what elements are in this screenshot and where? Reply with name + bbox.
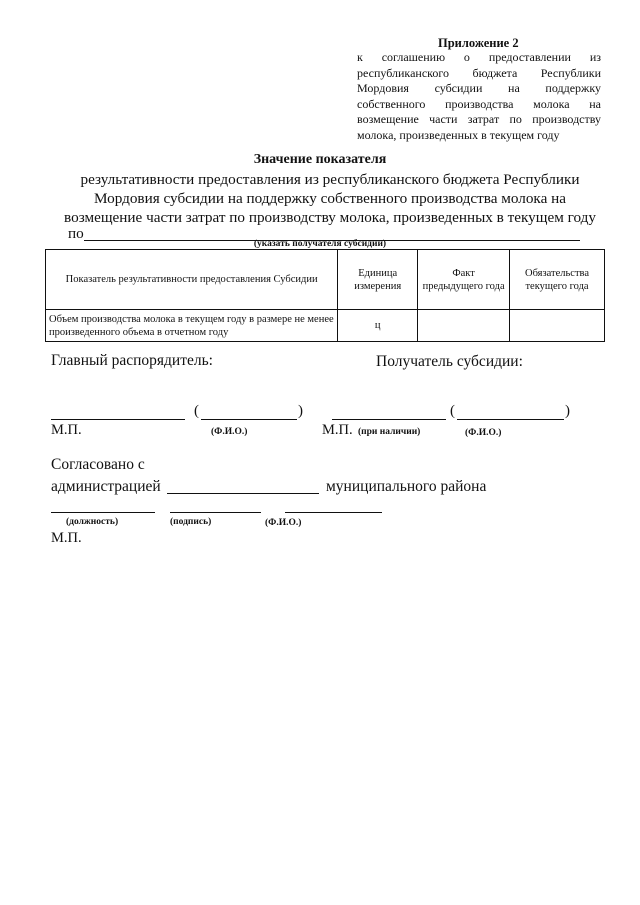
- table-header: Единица измерения: [338, 250, 418, 310]
- open-paren: (: [450, 403, 455, 419]
- indicator-table: [45, 249, 605, 342]
- recipient-label: Получатель субсидии:: [376, 353, 523, 370]
- close-paren: ): [298, 403, 303, 419]
- position-hint: (должность): [66, 517, 119, 527]
- approval-suffix: муниципального района: [326, 478, 487, 495]
- document-subtitle: [40, 170, 620, 227]
- approval-prefix: администрацией: [51, 478, 161, 495]
- stamp-place-label: М.П.: [51, 422, 82, 438]
- recipient-signature-field[interactable]: [332, 405, 446, 420]
- annex-title: Приложение 2: [438, 36, 519, 50]
- annex-line: республиканского бюджета Республики: [357, 65, 601, 80]
- table-cell[interactable]: [418, 310, 510, 342]
- annex-line: Мордовия субсидии на поддержку: [357, 81, 601, 96]
- recipient-hint: (указать получателя субсидии): [253, 239, 387, 249]
- annex-text: [357, 50, 601, 144]
- subtitle-line: возмещение части затрат по производству молока, произведенных в текущем году: [64, 209, 596, 226]
- signature-field[interactable]: [170, 498, 261, 513]
- table-cell[interactable]: [510, 310, 605, 342]
- position-field[interactable]: [51, 498, 155, 513]
- annex-line: к соглашению о предоставлении из: [357, 50, 601, 64]
- recipient-fio-field[interactable]: [457, 405, 564, 420]
- document-title: Значение показателя: [253, 152, 387, 167]
- fio-hint: (Ф.И.О.): [465, 428, 502, 438]
- close-paren: ): [565, 403, 570, 419]
- stamp-place-label: М.П.: [51, 530, 82, 546]
- chief-signature-field[interactable]: [51, 405, 185, 420]
- approver-fio-field[interactable]: [285, 498, 382, 513]
- subtitle-line: Мордовия субсидии на поддержку собственного производства молока на: [94, 190, 566, 207]
- subtitle-line: результативности предоставления из республиканского бюджета Республики: [80, 171, 580, 188]
- chief-manager-label: Главный распорядитель:: [51, 352, 213, 369]
- annex-line: молока, произведенных в текущем году: [357, 127, 560, 142]
- signature-hint: (подпись): [170, 517, 212, 527]
- table-header: Обязательства текущего года: [510, 250, 605, 310]
- recipient-prefix: по: [68, 225, 84, 242]
- table-row: [46, 310, 605, 342]
- annex-line: собственного производства молока на: [357, 96, 601, 111]
- annex-line: возмещение части затрат по производству: [357, 112, 601, 127]
- fio-hint: (Ф.И.О.): [265, 518, 302, 528]
- table-cell: ц: [338, 310, 418, 342]
- approval-line1: Согласовано с: [51, 456, 145, 473]
- table-header: Факт предыдущего года: [418, 250, 510, 310]
- chief-fio-field[interactable]: [201, 405, 297, 420]
- table-header: Показатель результативности предоставления Субсидии: [46, 250, 338, 310]
- administration-field[interactable]: [167, 477, 319, 494]
- fio-hint: (Ф.И.О.): [211, 427, 248, 437]
- stamp-place-label: М.П.: [322, 422, 353, 438]
- if-any-hint: (при наличии): [358, 427, 421, 437]
- table-cell: Объем производства молока в текущем году в размере не менее произведенного объема в отчетном году: [46, 310, 338, 342]
- open-paren: (: [194, 403, 199, 419]
- table-header-row: [46, 250, 605, 310]
